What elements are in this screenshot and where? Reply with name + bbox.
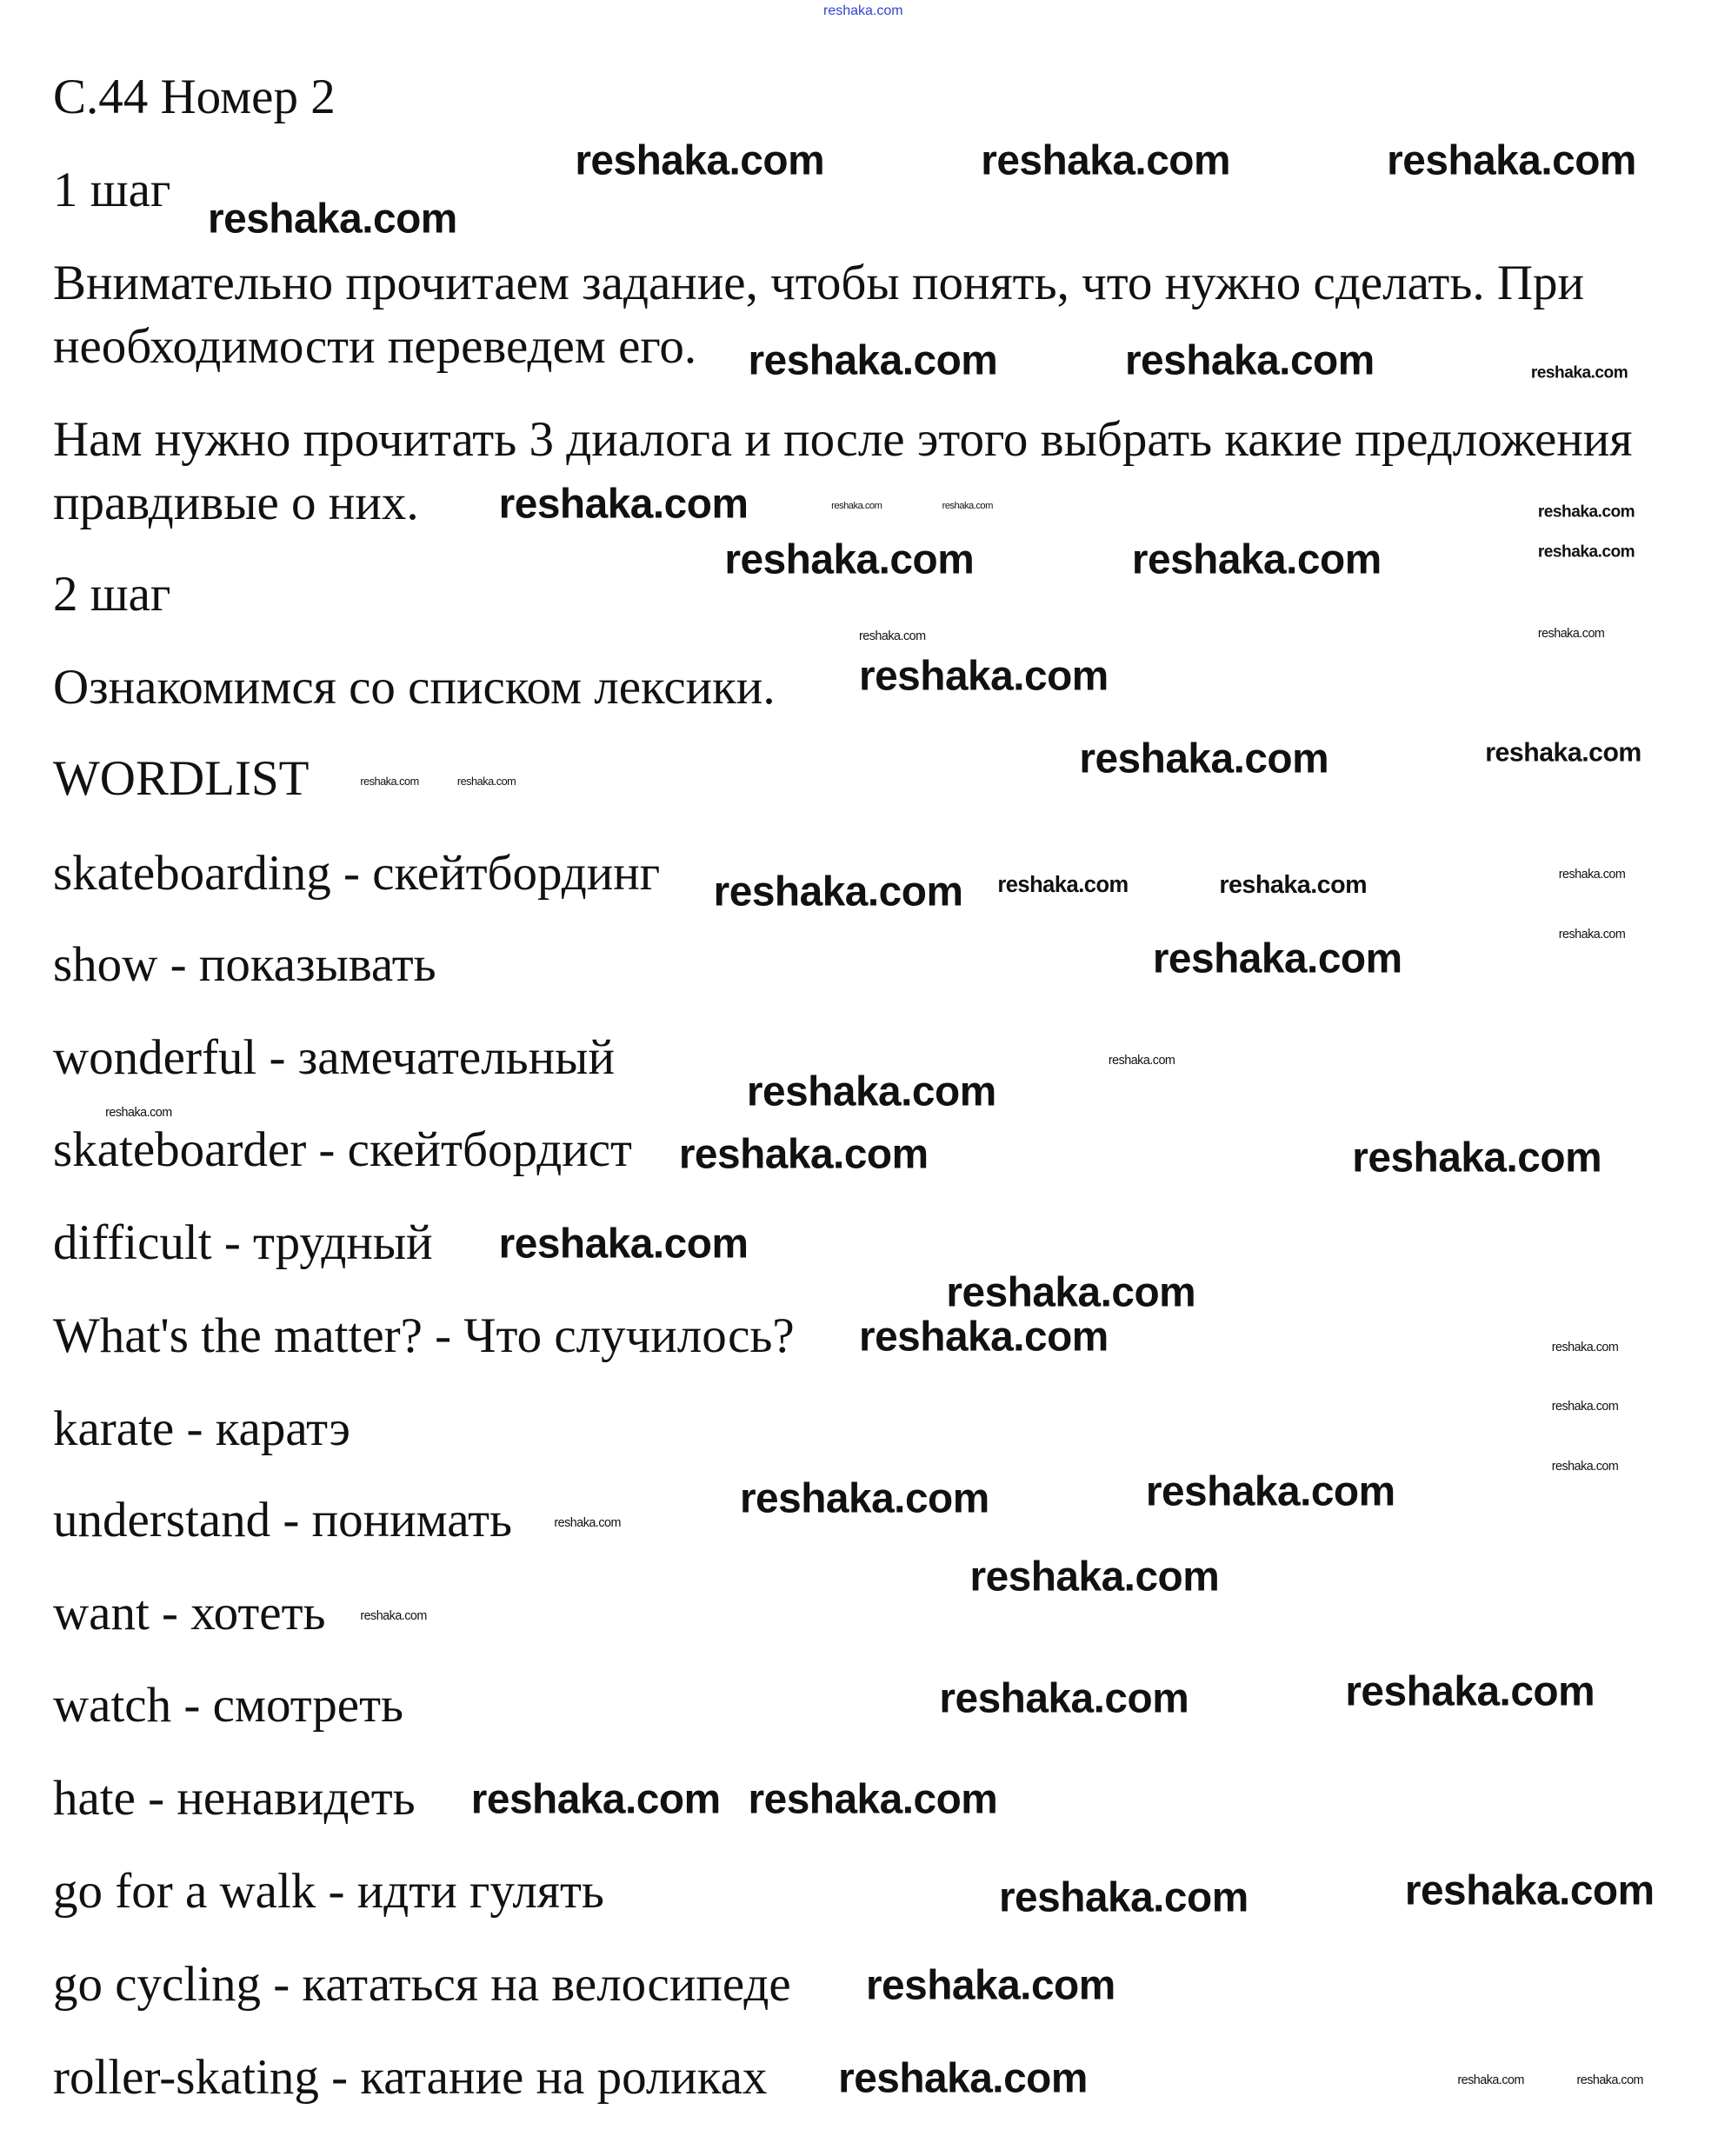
- watermark: reshaka.com: [724, 536, 975, 583]
- watermark: reshaka.com: [678, 1131, 929, 1178]
- watermark: reshaka.com: [748, 337, 998, 384]
- wordlist-item: wonderful - замечательный: [53, 1029, 615, 1085]
- watermark: reshaka.com: [969, 1554, 1220, 1600]
- wordlist-item: show - показывать: [53, 936, 436, 992]
- watermark: reshaka.com: [1558, 868, 1626, 882]
- watermark: reshaka.com: [946, 1269, 1196, 1316]
- watermark: reshaka.com: [1345, 1668, 1595, 1715]
- wordlist-item: want - хотеть: [53, 1585, 326, 1640]
- watermark: reshaka.com: [360, 1608, 427, 1623]
- watermark: reshaka.com: [1387, 137, 1636, 184]
- watermark: reshaka.com: [1558, 927, 1626, 942]
- watermark: reshaka.com: [1124, 337, 1375, 384]
- wordlist-item: hate - ненавидеть: [53, 1771, 416, 1827]
- watermark: reshaka.com: [942, 501, 993, 512]
- watermark: reshaka.com: [1108, 1053, 1175, 1068]
- wordlist-item: go cycling - кататься на велосипеде: [53, 1956, 791, 2012]
- watermark: reshaka.com: [105, 1106, 172, 1121]
- watermark: reshaka.com: [1152, 935, 1402, 982]
- watermark: reshaka.com: [1079, 736, 1329, 783]
- watermark: reshaka.com: [360, 775, 419, 789]
- wordlist-item: watch - смотреть: [53, 1678, 404, 1733]
- wordlist-item: go for a walk - идти гулять: [53, 1863, 604, 1919]
- watermark: reshaka.com: [746, 1068, 996, 1115]
- watermark: reshaka.com: [1551, 1400, 1619, 1414]
- watermark: reshaka.com: [1457, 2073, 1524, 2087]
- paragraph-line: Внимательно прочитаем задание, чтобы понять, что нужно сделать. При: [53, 255, 1584, 310]
- watermark: reshaka.com: [859, 653, 1109, 700]
- paragraph-line: Нам нужно прочитать 3 диалога и после этого выбрать какие предложения: [53, 411, 1633, 467]
- watermark: reshaka.com: [865, 1962, 1115, 2009]
- watermark: reshaka.com: [1219, 871, 1368, 900]
- paragraph-line: правдивые о них.: [53, 476, 419, 531]
- watermark: reshaka.com: [981, 137, 1230, 184]
- watermark: reshaka.com: [1131, 536, 1382, 583]
- watermark: reshaka.com: [208, 196, 457, 243]
- wordlist-item: roller-skating - катание на роликах: [53, 2049, 768, 2105]
- watermark: reshaka.com: [470, 1776, 721, 1823]
- watermark: reshaka.com: [1485, 738, 1641, 768]
- watermark: reshaka.com: [713, 869, 963, 916]
- watermark: reshaka.com: [456, 775, 516, 789]
- paragraph-line: Ознакомимся со списком лексики.: [53, 660, 776, 715]
- wordlist-item: karate - каратэ: [53, 1401, 350, 1456]
- watermark: reshaka.com: [1551, 1340, 1619, 1354]
- wordlist-heading: WORDLIST: [53, 751, 310, 807]
- watermark: reshaka.com: [554, 1516, 621, 1531]
- watermark: reshaka.com: [859, 629, 926, 644]
- watermark: reshaka.com: [498, 481, 749, 528]
- watermark: reshaka.com: [1537, 502, 1635, 522]
- watermark: reshaka.com: [1537, 542, 1635, 562]
- watermark: reshaka.com: [575, 137, 825, 184]
- wordlist-item: What's the matter? - Что случилось?: [53, 1308, 795, 1363]
- watermark: reshaka.com: [748, 1776, 998, 1823]
- watermark: reshaka.com: [1551, 1459, 1619, 1474]
- watermark: reshaka.com: [1537, 626, 1605, 641]
- watermark: reshaka.com: [859, 1314, 1109, 1361]
- watermark: reshaka.com: [838, 2055, 1088, 2102]
- watermark: reshaka.com: [997, 872, 1129, 897]
- site-watermark-top: reshaka.com: [823, 3, 903, 18]
- wordlist-item: skateboarder - скейтбордист: [53, 1122, 632, 1178]
- watermark: reshaka.com: [1352, 1135, 1602, 1182]
- watermark: reshaka.com: [1145, 1469, 1395, 1516]
- page-title: С.44 Номер 2: [53, 70, 336, 125]
- watermark: reshaka.com: [1576, 2073, 1643, 2087]
- wordlist-item: understand - понимать: [53, 1492, 513, 1547]
- paragraph-line: необходимости переведем его.: [53, 319, 697, 375]
- watermark: reshaka.com: [831, 501, 882, 512]
- wordlist-item: skateboarding - скейтбординг: [53, 845, 661, 901]
- wordlist-item: difficult - трудный: [53, 1215, 433, 1271]
- watermark: reshaka.com: [998, 1875, 1249, 1922]
- watermark: reshaka.com: [1404, 1868, 1655, 1915]
- watermark: reshaka.com: [1530, 363, 1628, 383]
- step-heading: 2 шаг: [53, 567, 171, 622]
- watermark: reshaka.com: [739, 1476, 989, 1523]
- watermark: reshaka.com: [939, 1675, 1189, 1722]
- watermark: reshaka.com: [498, 1221, 749, 1268]
- step-heading: 1 шаг: [53, 163, 171, 218]
